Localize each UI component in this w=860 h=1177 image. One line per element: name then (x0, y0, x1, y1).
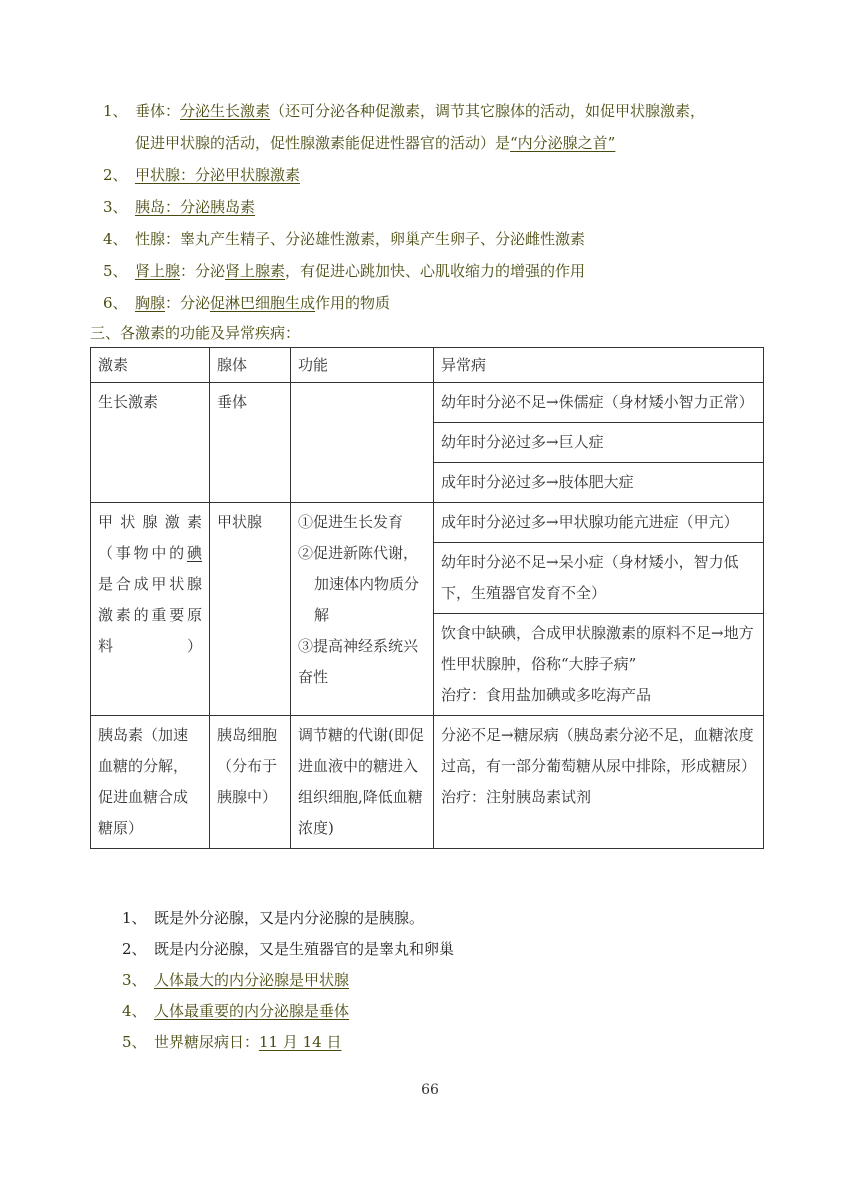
growth-disease-2: 幼年时分泌过多→巨人症 (434, 423, 764, 463)
growth-hormone-cell: 生长激素 (91, 383, 210, 503)
header-gland: 腺体 (210, 348, 291, 383)
insulin-gland-cell: 胰岛细胞（分布于胰腺中） (210, 716, 291, 849)
insulin-disease-cell: 分泌不足→糖尿病（胰岛素分泌不足，血糖浓度过高，有一部分葡萄糖从尿中排除，形成糖尿） 治疗：注射胰岛素试剂 (434, 716, 764, 849)
fact-item-2: 2、 既是内分泌腺，又是生殖器官的是睾丸和卵巢 (122, 940, 455, 958)
fact-item-5: 5、 世界糖尿病日：11 月 14 日 (122, 1033, 342, 1051)
section-title: 三、各激素的功能及异常疾病： (90, 324, 301, 342)
fact-item-4: 4、 人体最重要的内分泌腺是垂体 (122, 1002, 350, 1020)
gland-item-1-line2: 促进甲状腺的活动，促性腺激素能促进性器官的活动）是“内分泌腺之首” (135, 134, 616, 152)
growth-gland-cell: 垂体 (210, 383, 291, 503)
header-disease: 异常病 (434, 348, 764, 383)
table-row (91, 383, 764, 423)
thyroid-function-cell: ①促进生长发育 ②促进新陈代谢，加速体内物质分解 ③提高神经系统兴奋性 (291, 503, 434, 716)
insulin-function-cell: 调节糖的代谢(即促进血液中的糖进入组织细胞,降低血糖浓度) (291, 716, 434, 849)
table-header-row (91, 348, 764, 383)
gland-item-6: 6、 胸腺：分泌促淋巴细胞生成作用的物质 (103, 294, 391, 312)
hormone-table (90, 347, 764, 849)
thyroid-disease-1: 成年时分泌过多→甲状腺功能亢进症（甲亢） (434, 503, 764, 543)
thyroid-disease-3: 饮食中缺碘，合成甲状腺激素的原料不足→地方性甲状腺肿，俗称“大脖子病” 治疗：食用盐加碘或多吃海产品 (434, 614, 764, 716)
growth-function-cell (291, 383, 434, 503)
thyroid-disease-2: 幼年时分泌不足→呆小症（身材矮小，智力低下，生殖器官发育不全） (434, 543, 764, 614)
gland-item-4: 4、 性腺：睾丸产生精子、分泌雄性激素，卵巢产生卵子、分泌雌性激素 (103, 230, 586, 248)
gland-item-2: 2、 甲状腺：分泌甲状腺激素 (103, 166, 301, 184)
thyroid-gland-cell: 甲状腺 (210, 503, 291, 716)
gland-item-3: 3、 胰岛：分泌胰岛素 (103, 198, 256, 216)
gland-item-5: 5、 肾上腺：分泌肾上腺素，有促进心跳加快、心肌收缩力的增强的作用 (103, 262, 586, 280)
header-function: 功能 (291, 348, 434, 383)
gland-item-1: 1、 垂体：分泌生长激素（还可分泌各种促激素，调节其它腺体的活动，如促甲状腺激素， (103, 102, 706, 120)
insulin-hormone-cell: 胰岛素（加速血糖的分解，促进血糖合成糖原） (91, 716, 210, 849)
growth-disease-3: 成年时分泌过多→肢体肥大症 (434, 463, 764, 503)
fact-item-1: 1、 既是外分泌腺，又是内分泌腺的是胰腺。 (122, 909, 425, 927)
growth-disease-1: 幼年时分泌不足→侏儒症（身材矮小智力正常） (434, 383, 764, 423)
thyroid-hormone-cell: 甲状腺激素（事物中的碘是合成甲状腺激素的重要原料） (91, 503, 210, 716)
page-number: 66 (421, 1082, 439, 1098)
header-hormone: 激素 (91, 348, 210, 383)
table-row (91, 503, 764, 543)
fact-item-3: 3、 人体最大的内分泌腺是甲状腺 (122, 971, 350, 989)
table-row (91, 716, 764, 849)
